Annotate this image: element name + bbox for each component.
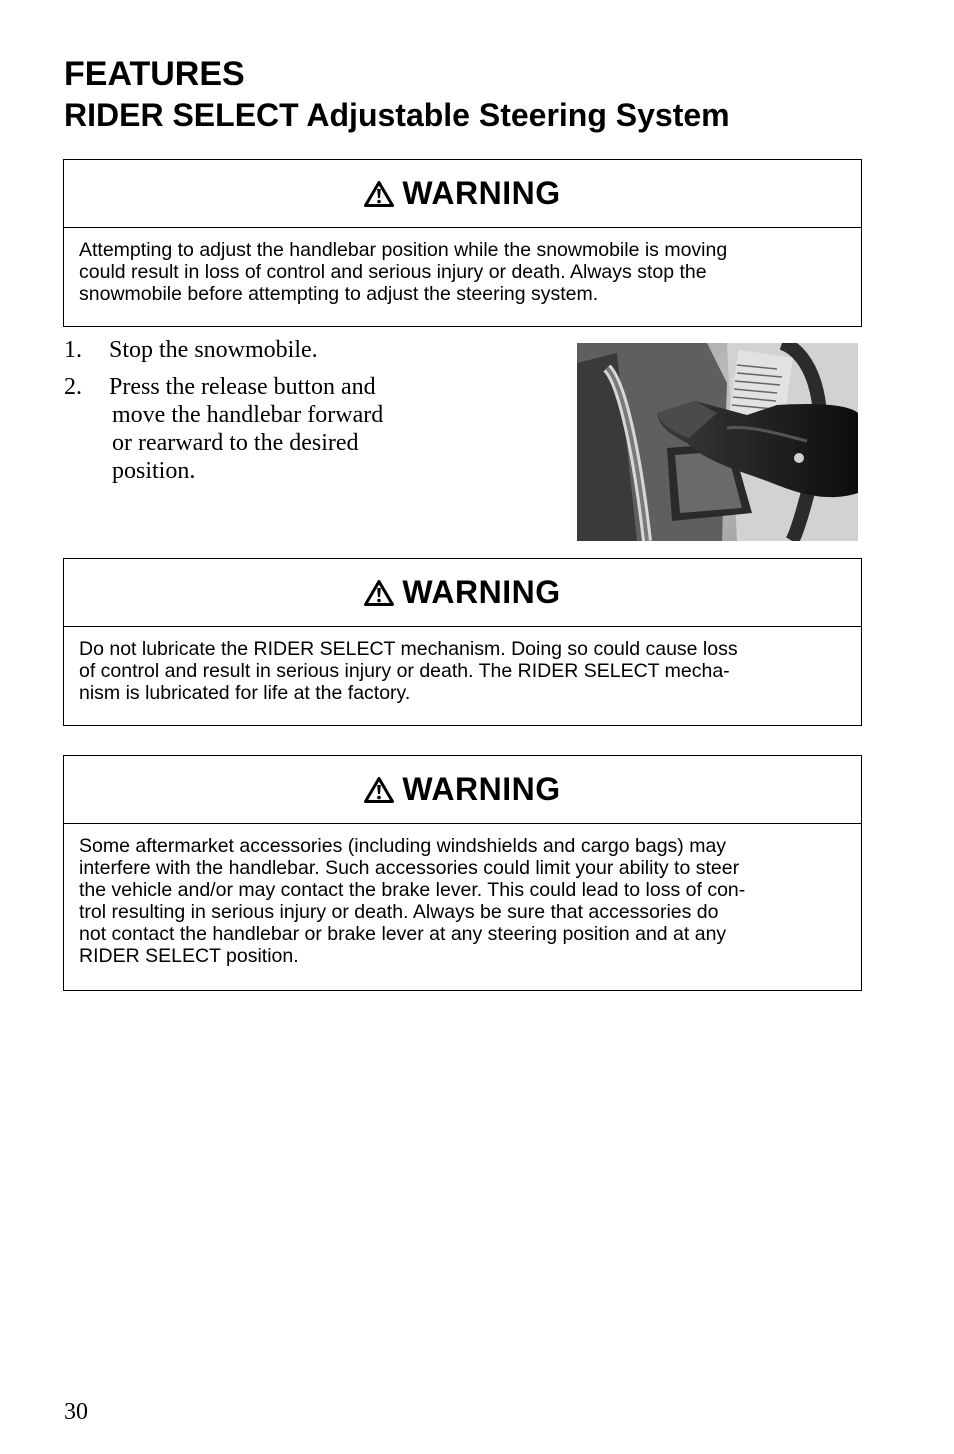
step-line: move the handlebar forward: [112, 402, 384, 428]
steps-list: [64, 336, 484, 494]
warning-line: trol resulting in serious injury or death. Always be sure that accessories do: [79, 901, 719, 923]
warning-line: Do not lubricate the RIDER SELECT mechanism. Doing so could cause loss: [79, 638, 738, 660]
page-number: 30: [64, 1399, 88, 1425]
warning-box-lubrication: [63, 558, 862, 726]
warning-header: [64, 559, 861, 627]
warning-line: RIDER SELECT position.: [79, 945, 299, 967]
warning-text: [64, 824, 861, 967]
warning-triangle-icon: [364, 580, 394, 606]
warning-title: WARNING: [402, 771, 561, 807]
warning-header: [64, 160, 861, 228]
step-line: or rearward to the desired: [112, 430, 359, 456]
warning-triangle-icon: [364, 181, 394, 207]
warning-text: [64, 627, 861, 704]
warning-line: of control and result in serious injury or death. The RIDER SELECT mecha-: [79, 660, 730, 682]
step-line: position.: [112, 458, 196, 484]
warning-line: not contact the handlebar or brake lever at any steering position and at any: [79, 923, 727, 945]
page-title: RIDER SELECT Adjustable Steering System: [64, 97, 730, 133]
warning-line: the vehicle and/or may contact the brake lever. This could lead to loss of con-: [79, 879, 746, 901]
warning-line: nism is lubricated for life at the factory.: [79, 682, 411, 704]
step-number: 1.: [64, 337, 82, 363]
warning-box-handlebar-adjust: [63, 159, 862, 327]
step-item: [64, 336, 484, 364]
step-line: Stop the snowmobile.: [109, 337, 318, 363]
warning-line: Attempting to adjust the handlebar position while the snowmobile is moving: [79, 239, 728, 261]
warning-line: interfere with the handlebar. Such accessories could limit your ability to steer: [79, 857, 740, 879]
warning-text: [64, 228, 861, 305]
warning-line: could result in loss of control and serious injury or death. Always stop the: [79, 261, 707, 283]
gloved-hand-pressing-release-button-photo: [577, 343, 858, 541]
warning-triangle-icon: [364, 777, 394, 803]
warning-title: WARNING: [402, 175, 561, 211]
warning-line: Some aftermarket accessories (including windshields and cargo bags) may: [79, 835, 727, 857]
release-button-photo: [577, 343, 858, 541]
section-title: FEATURES: [64, 55, 245, 93]
warning-title: WARNING: [402, 574, 561, 610]
warning-box-accessories: [63, 755, 862, 991]
warning-header: [64, 756, 861, 824]
step-number: 2.: [64, 374, 82, 400]
warning-line: snowmobile before attempting to adjust the steering system.: [79, 283, 599, 305]
step-line: Press the release button and: [109, 374, 376, 400]
step-item: [64, 373, 484, 485]
